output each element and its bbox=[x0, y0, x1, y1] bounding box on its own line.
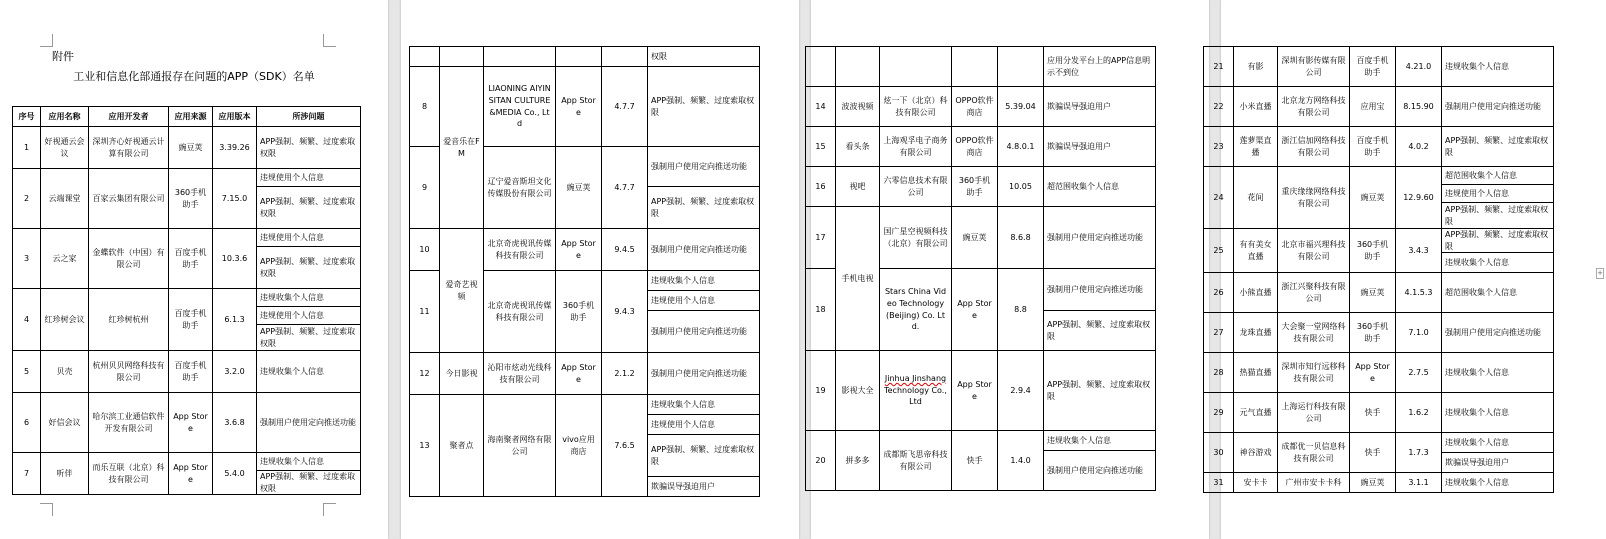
table-row bbox=[1204, 393, 1554, 433]
margin-corner-mark bbox=[323, 503, 336, 516]
cell-no: 16 bbox=[806, 167, 836, 207]
cell-app-name: 听伴 bbox=[41, 453, 89, 495]
cell-no: 13 bbox=[410, 395, 440, 497]
cell-source: 快手 bbox=[1350, 393, 1396, 433]
cell-app-name: 小米直播 bbox=[1234, 87, 1278, 127]
cell-no: 15 bbox=[806, 127, 836, 167]
cell-issue: 欺骗误导强迫用户 bbox=[648, 477, 760, 497]
cell-issue: 欺骗误导强迫用户 bbox=[1044, 127, 1156, 167]
cell-source: 360手机助手 bbox=[556, 271, 602, 353]
table-row bbox=[410, 47, 760, 67]
cell-developer: LIAONING AIYINSITAN CULTURE&MEDIA Co., Ltd bbox=[484, 67, 556, 147]
cell-developer bbox=[880, 351, 952, 431]
table-header-row bbox=[13, 107, 361, 127]
table-row bbox=[1204, 273, 1554, 313]
cell-empty bbox=[806, 47, 836, 87]
cell-issue: APP强制、频繁、过度索取权限 bbox=[648, 67, 760, 147]
app-list-table-page-2 bbox=[409, 46, 760, 497]
cell-empty bbox=[836, 47, 880, 87]
cell-issue: 欺骗误导强迫用户 bbox=[1044, 87, 1156, 127]
cell-issue: 违规使用个人信息 bbox=[648, 291, 760, 311]
cell-source: 360手机助手 bbox=[1350, 313, 1396, 353]
cell-issue: APP强制、频繁、过度索取权限 bbox=[257, 247, 361, 289]
header-issues: 所涉问题 bbox=[257, 107, 361, 127]
cell-source: 豌豆荚 bbox=[1350, 473, 1396, 493]
cell-app-name: 好信会议 bbox=[41, 393, 89, 453]
cell-version: 3.1.1 bbox=[1396, 473, 1442, 493]
cell-source: App Store bbox=[1350, 353, 1396, 393]
cell-empty bbox=[410, 47, 440, 67]
cell-issue: 强制用户使用定向推送功能 bbox=[1442, 313, 1554, 353]
cell-issue: 违规收集个人信息 bbox=[1442, 253, 1554, 273]
cell-source: App Store bbox=[169, 453, 213, 495]
cell-app-name: 莲萝渠直播 bbox=[1234, 127, 1278, 167]
header-app-name: 应用名称 bbox=[41, 107, 89, 127]
cell-source: 百度手机助手 bbox=[1350, 47, 1396, 87]
cell-no: 12 bbox=[410, 353, 440, 395]
document-page-3 bbox=[811, 0, 1209, 539]
cell-issue: 权限 bbox=[648, 47, 760, 67]
cell-issue: APP强制、频繁、过度索取权限 bbox=[1442, 229, 1554, 253]
cell-issue: 超范围收集个人信息 bbox=[1442, 273, 1554, 313]
cell-version: 4.7.7 bbox=[602, 67, 648, 147]
cell-version: 5.39.04 bbox=[998, 87, 1044, 127]
cell-source: 百度手机助手 bbox=[169, 229, 213, 289]
cell-app-name: 有有美女直播 bbox=[1234, 229, 1278, 273]
cell-version: 2.7.5 bbox=[1396, 353, 1442, 393]
cell-developer: 成都优一贝信息科技有限公司 bbox=[1278, 433, 1350, 473]
cell-no: 31 bbox=[1204, 473, 1234, 493]
cell-version: 9.4.5 bbox=[602, 229, 648, 271]
cell-source: 豌豆荚 bbox=[1350, 167, 1396, 229]
cell-no: 4 bbox=[13, 289, 41, 351]
cell-no: 19 bbox=[806, 351, 836, 431]
cell-issue: 违规使用个人信息 bbox=[1442, 185, 1554, 203]
cell-version: 4.7.7 bbox=[602, 147, 648, 229]
cell-issue: 违规使用个人信息 bbox=[257, 307, 361, 325]
margin-corner-mark bbox=[40, 503, 53, 516]
cell-source: OPPO软件商店 bbox=[952, 87, 998, 127]
cell-no: 7 bbox=[13, 453, 41, 495]
cell-app-name: 爱音乐在FM bbox=[440, 67, 484, 229]
cell-no: 1 bbox=[13, 127, 41, 169]
cell-app-name: 红珍树会议 bbox=[41, 289, 89, 351]
cell-developer: 北京龙方网络科技有限公司 bbox=[1278, 87, 1350, 127]
cell-app-name: 元气直播 bbox=[1234, 393, 1278, 433]
cell-developer: 大会聚一堂网络科技有限公司 bbox=[1278, 313, 1350, 353]
cell-developer: 杭州贝贝网络科技有限公司 bbox=[89, 351, 169, 393]
cell-version: 8.15.90 bbox=[1396, 87, 1442, 127]
cell-no: 30 bbox=[1204, 433, 1234, 473]
cell-source: App Store bbox=[556, 67, 602, 147]
cell-version: 1.6.2 bbox=[1396, 393, 1442, 433]
margin-corner-mark bbox=[40, 34, 53, 47]
cell-version: 10.05 bbox=[998, 167, 1044, 207]
cell-source: 应用宝 bbox=[1350, 87, 1396, 127]
cell-no: 23 bbox=[1204, 127, 1234, 167]
cell-app-name: 有影 bbox=[1234, 47, 1278, 87]
cell-developer: 广州市安卡卡科 bbox=[1278, 473, 1350, 493]
document-page-1 bbox=[0, 0, 388, 539]
cell-source: 百度手机助手 bbox=[169, 289, 213, 351]
cell-empty bbox=[440, 47, 484, 67]
cell-app-name: 看头条 bbox=[836, 127, 880, 167]
cell-version: 1.4.0 bbox=[998, 431, 1044, 491]
cell-app-name: 视吧 bbox=[836, 167, 880, 207]
cell-developer: 重庆缘缘网络科技有限公司 bbox=[1278, 167, 1350, 229]
cell-issue: 违规使用个人信息 bbox=[648, 415, 760, 435]
cell-version: 10.3.6 bbox=[213, 229, 257, 289]
cell-issue: 应用分发平台上的APP信息明示不到位 bbox=[1044, 47, 1156, 87]
app-list-table-page-4 bbox=[1203, 46, 1554, 493]
cell-no: 9 bbox=[410, 147, 440, 229]
cell-issue: 强制用户使用定向推送功能 bbox=[1442, 87, 1554, 127]
cell-no: 18 bbox=[806, 269, 836, 351]
table-row bbox=[13, 393, 361, 453]
cell-version: 3.4.3 bbox=[1396, 229, 1442, 273]
cell-version: 3.2.0 bbox=[213, 351, 257, 393]
cell-developer: 红珍树杭州 bbox=[89, 289, 169, 351]
cell-source: 360手机助手 bbox=[1350, 229, 1396, 273]
app-list-table-page-3 bbox=[805, 46, 1156, 491]
cell-issue: APP强制、频繁、过度索取权限 bbox=[1044, 351, 1156, 431]
cell-source: App Store bbox=[952, 351, 998, 431]
margin-corner-mark bbox=[323, 34, 336, 47]
cell-app-name: 好视通云会议 bbox=[41, 127, 89, 169]
cell-issue: APP强制、频繁、过度索取权限 bbox=[648, 187, 760, 229]
cell-developer: 百家云集团有限公司 bbox=[89, 169, 169, 229]
table-row bbox=[1204, 127, 1554, 167]
table-row bbox=[1204, 87, 1554, 127]
cell-developer: 沁阳市炫动光线科技有限公司 bbox=[484, 353, 556, 395]
cell-app-name: 云之家 bbox=[41, 229, 89, 289]
cell-source: vivo应用商店 bbox=[556, 395, 602, 497]
cell-source: 快手 bbox=[1350, 433, 1396, 473]
cell-issue: 违规收集个人信息 bbox=[1442, 433, 1554, 453]
document-page-2 bbox=[401, 0, 799, 539]
table-row bbox=[1204, 313, 1554, 353]
app-list-table-page-1 bbox=[12, 106, 361, 495]
cell-app-name: 影视大全 bbox=[836, 351, 880, 431]
cell-app-name: 神谷游戏 bbox=[1234, 433, 1278, 473]
cell-version: 2.9.4 bbox=[998, 351, 1044, 431]
developer-name-rest: Technology Co., Ltd bbox=[884, 385, 947, 407]
cell-no: 5 bbox=[13, 351, 41, 393]
cell-developer: 而乐互联（北京）科技有限公司 bbox=[89, 453, 169, 495]
cell-no: 29 bbox=[1204, 393, 1234, 433]
cell-version: 5.4.0 bbox=[213, 453, 257, 495]
cell-app-name: 龙珠直播 bbox=[1234, 313, 1278, 353]
cell-no: 11 bbox=[410, 271, 440, 353]
cell-developer: 浙江兴聚科技有限公司 bbox=[1278, 273, 1350, 313]
cell-issue: APP强制、频繁、过度索取权限 bbox=[257, 127, 361, 169]
cell-version: 9.4.3 bbox=[602, 271, 648, 353]
cell-issue: 违规收集个人信息 bbox=[1442, 353, 1554, 393]
header-source: 应用来源 bbox=[169, 107, 213, 127]
cell-source: 豌豆荚 bbox=[556, 147, 602, 229]
cell-issue: APP强制、频繁、过度索取权限 bbox=[1442, 203, 1554, 229]
cell-issue: 违规收集个人信息 bbox=[648, 271, 760, 291]
cell-developer: 北京奇虎视讯传媒科技有限公司 bbox=[484, 229, 556, 271]
cell-developer: 浙江信加网络科技有限公司 bbox=[1278, 127, 1350, 167]
cell-developer: 六零信息技术有限公司 bbox=[880, 167, 952, 207]
cell-version: 8.8 bbox=[998, 269, 1044, 351]
table-row bbox=[806, 87, 1156, 127]
cell-issue: 违规使用个人信息 bbox=[257, 229, 361, 247]
cell-app-name: 手机电视 bbox=[836, 207, 880, 351]
cell-version: 4.1.5.3 bbox=[1396, 273, 1442, 313]
cell-issue: APP强制、频繁、过度索取权限 bbox=[1044, 311, 1156, 351]
cell-issue: 强制用户使用定向推送功能 bbox=[648, 147, 760, 187]
cell-issue: APP强制、频繁、过度索取权限 bbox=[257, 471, 361, 495]
table-row bbox=[410, 67, 760, 147]
cell-source: 百度手机助手 bbox=[169, 351, 213, 393]
cell-version: 12.9.60 bbox=[1396, 167, 1442, 229]
table-row bbox=[410, 229, 760, 271]
cell-empty bbox=[484, 47, 556, 67]
collapse-marker-icon[interactable]: + bbox=[1597, 269, 1603, 277]
cell-version: 8.6.8 bbox=[998, 207, 1044, 269]
table-row bbox=[13, 289, 361, 307]
cell-empty bbox=[556, 47, 602, 67]
cell-developer: 深圳齐心好视通云计算有限公司 bbox=[89, 127, 169, 169]
cell-app-name: 聚者点 bbox=[440, 395, 484, 497]
cell-no: 3 bbox=[13, 229, 41, 289]
cell-issue: APP强制、频繁、过度索取权限 bbox=[257, 325, 361, 351]
header-no: 序号 bbox=[13, 107, 41, 127]
cell-no: 24 bbox=[1204, 167, 1234, 229]
cell-source: 豌豆荚 bbox=[1350, 273, 1396, 313]
cell-developer: 北京市福兴理科技有限公司 bbox=[1278, 229, 1350, 273]
document-page-4 bbox=[1213, 0, 1606, 539]
cell-no: 25 bbox=[1204, 229, 1234, 273]
cell-issue: 违规收集个人信息 bbox=[257, 351, 361, 393]
cell-issue: 违规收集个人信息 bbox=[1442, 393, 1554, 433]
cell-empty bbox=[998, 47, 1044, 87]
document-title: 工业和信息化部通报存在问题的APP（SDK）名单 bbox=[73, 70, 315, 83]
cell-developer: 深圳市知行远移科技有限公司 bbox=[1278, 353, 1350, 393]
cell-developer: 成都斯飞思帝科技有限公司 bbox=[880, 431, 952, 491]
cell-version: 4.0.2 bbox=[1396, 127, 1442, 167]
cell-no: 27 bbox=[1204, 313, 1234, 353]
table-row bbox=[806, 207, 1156, 269]
cell-issue: APP强制、频繁、过度索取权限 bbox=[1442, 127, 1554, 167]
header-developer: 应用开发者 bbox=[89, 107, 169, 127]
cell-version: 4.21.0 bbox=[1396, 47, 1442, 87]
cell-no: 28 bbox=[1204, 353, 1234, 393]
cell-version: 7.6.5 bbox=[602, 395, 648, 497]
cell-no: 6 bbox=[13, 393, 41, 453]
cell-source: App Store bbox=[556, 353, 602, 395]
cell-issue: 强制用户使用定向推送功能 bbox=[257, 393, 361, 453]
cell-source: 快手 bbox=[952, 431, 998, 491]
table-row bbox=[806, 167, 1156, 207]
cell-no: 8 bbox=[410, 67, 440, 147]
cell-app-name: 爱奇艺视频 bbox=[440, 229, 484, 353]
table-row bbox=[1204, 473, 1554, 493]
cell-no: 17 bbox=[806, 207, 836, 269]
cell-source: App Store bbox=[169, 393, 213, 453]
cell-app-name: 安卡卡 bbox=[1234, 473, 1278, 493]
table-row bbox=[13, 351, 361, 393]
cell-issue: APP强制、频繁、过度索取权限 bbox=[257, 187, 361, 229]
cell-issue: 违规收集个人信息 bbox=[257, 289, 361, 307]
cell-issue: 强制用户使用定向推送功能 bbox=[1044, 207, 1156, 269]
table-row bbox=[1204, 433, 1554, 453]
cell-no: 20 bbox=[806, 431, 836, 491]
cell-app-name: 波波视频 bbox=[836, 87, 880, 127]
cell-developer: 哈尔滨工业通信软件开发有限公司 bbox=[89, 393, 169, 453]
table-row bbox=[806, 47, 1156, 87]
cell-source: 百度手机助手 bbox=[1350, 127, 1396, 167]
cell-no: 2 bbox=[13, 169, 41, 229]
cell-version: 2.1.2 bbox=[602, 353, 648, 395]
header-version: 应用版本 bbox=[213, 107, 257, 127]
table-row bbox=[1204, 229, 1554, 253]
cell-app-name: 今日影视 bbox=[440, 353, 484, 395]
cell-empty bbox=[880, 47, 952, 87]
cell-no: 10 bbox=[410, 229, 440, 271]
cell-app-name: 小熊直播 bbox=[1234, 273, 1278, 313]
table-row bbox=[13, 229, 361, 247]
cell-app-name: 花间 bbox=[1234, 167, 1278, 229]
cell-issue: APP强制、频繁、过度索取权限 bbox=[648, 435, 760, 477]
table-row bbox=[13, 169, 361, 187]
cell-issue: 超范围收集个人信息 bbox=[1044, 167, 1156, 207]
table-row bbox=[13, 453, 361, 471]
cell-issue: 违规使用个人信息 bbox=[257, 169, 361, 187]
cell-issue: 违规收集个人信息 bbox=[1442, 47, 1554, 87]
cell-issue: 强制用户使用定向推送功能 bbox=[648, 311, 760, 353]
cell-developer: 上海观孚电子商务有限公司 bbox=[880, 127, 952, 167]
cell-developer: 上海运行科技有限公司 bbox=[1278, 393, 1350, 433]
table-row bbox=[806, 127, 1156, 167]
cell-issue: 违规收集个人信息 bbox=[1442, 473, 1554, 493]
cell-app-name: 拼多多 bbox=[836, 431, 880, 491]
table-row bbox=[806, 431, 1156, 451]
cell-app-name: 云端课堂 bbox=[41, 169, 89, 229]
cell-issue: 欺骗误导强迫用户 bbox=[1442, 453, 1554, 473]
table-row bbox=[13, 127, 361, 169]
cell-developer: 海南聚者网络有限公司 bbox=[484, 395, 556, 497]
table-row bbox=[410, 353, 760, 395]
cell-issue: 违规收集个人信息 bbox=[257, 453, 361, 471]
cell-developer: 国广星空视频科技（北京）有限公司 bbox=[880, 207, 952, 269]
cell-issue: 强制用户使用定向推送功能 bbox=[1044, 451, 1156, 491]
cell-source: App Store bbox=[556, 229, 602, 271]
cell-no: 26 bbox=[1204, 273, 1234, 313]
developer-name-spellcheck: Jinhua Jinshang bbox=[884, 374, 947, 384]
cell-developer: Stars China Video Technology(Beijing) Co. Ltd. bbox=[880, 269, 952, 351]
cell-developer: 深圳有影传媒有限公司 bbox=[1278, 47, 1350, 87]
table-row bbox=[1204, 353, 1554, 393]
cell-issue: 强制用户使用定向推送功能 bbox=[1044, 269, 1156, 311]
cell-developer: 金蝶软件（中国）有限公司 bbox=[89, 229, 169, 289]
cell-version: 7.1.0 bbox=[1396, 313, 1442, 353]
cell-issue: 超范围收集个人信息 bbox=[1442, 167, 1554, 185]
cell-app-name: 贝壳 bbox=[41, 351, 89, 393]
cell-source: App Store bbox=[952, 269, 998, 351]
cell-issue: 强制用户使用定向推送功能 bbox=[648, 353, 760, 395]
cell-developer: 北京奇虎视讯传媒科技有限公司 bbox=[484, 271, 556, 353]
annex-label: 附件 bbox=[52, 50, 74, 63]
cell-no: 22 bbox=[1204, 87, 1234, 127]
cell-source: 豌豆荚 bbox=[952, 207, 998, 269]
cell-issue: 违规收集个人信息 bbox=[1044, 431, 1156, 451]
cell-no: 21 bbox=[1204, 47, 1234, 87]
cell-source: 豌豆荚 bbox=[169, 127, 213, 169]
cell-version: 7.15.0 bbox=[213, 169, 257, 229]
cell-source: 360手机助手 bbox=[952, 167, 998, 207]
cell-developer: 辽宁爱音斯坦文化传媒股份有限公司 bbox=[484, 147, 556, 229]
cell-source: 360手机助手 bbox=[169, 169, 213, 229]
cell-empty bbox=[602, 47, 648, 67]
cell-no: 14 bbox=[806, 87, 836, 127]
cell-version: 4.8.0.1 bbox=[998, 127, 1044, 167]
cell-version: 6.1.3 bbox=[213, 289, 257, 351]
cell-app-name: 热猫直播 bbox=[1234, 353, 1278, 393]
cell-version: 1.7.3 bbox=[1396, 433, 1442, 473]
table-row bbox=[410, 395, 760, 415]
cell-issue: 强制用户使用定向推送功能 bbox=[648, 229, 760, 271]
cell-version: 3.6.8 bbox=[213, 393, 257, 453]
table-row bbox=[1204, 47, 1554, 87]
cell-empty bbox=[952, 47, 998, 87]
cell-version: 3.39.26 bbox=[213, 127, 257, 169]
table-row bbox=[1204, 167, 1554, 185]
table-row bbox=[806, 351, 1156, 431]
cell-developer: 炫一下（北京）科技有限公司 bbox=[880, 87, 952, 127]
cell-issue: 违规收集个人信息 bbox=[648, 395, 760, 415]
cell-source: OPPO软件商店 bbox=[952, 127, 998, 167]
